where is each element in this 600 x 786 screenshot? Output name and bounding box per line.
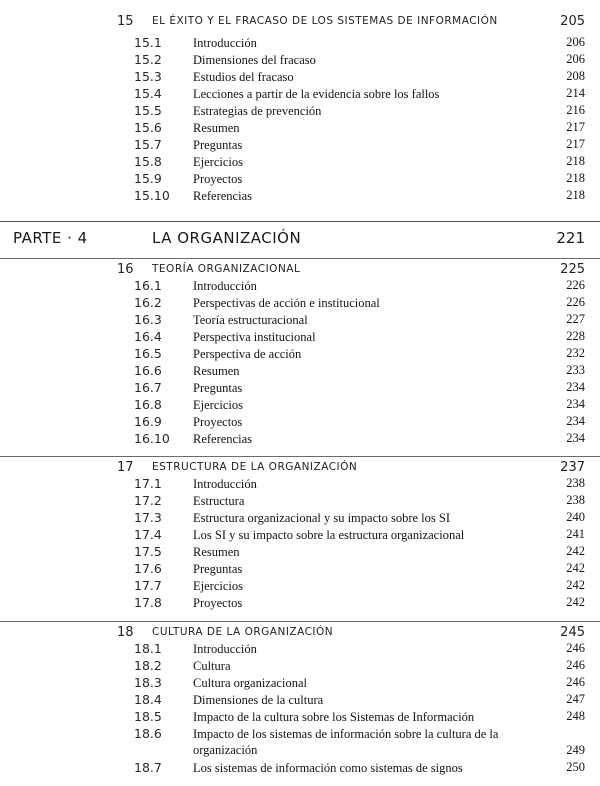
- section-number: 18.7: [134, 760, 162, 775]
- section-title: Estrategias de prevención: [193, 104, 322, 118]
- section-number: 16.10: [134, 431, 170, 446]
- chapter-title: TEORÍA ORGANIZACIONAL: [152, 263, 301, 275]
- toc-entry: [0, 414, 600, 431]
- toc-entry: [0, 171, 600, 188]
- section-page: 250: [566, 760, 585, 774]
- section-title: Ejercicios: [193, 579, 243, 593]
- section-title: Estructura organizacional y su impacto sobre los SI: [193, 511, 450, 525]
- chapter-title: EL ÉXITO Y EL FRACASO DE LOS SISTEMAS DE INFORMACIÓN: [152, 15, 498, 27]
- section-number: 18.1: [134, 641, 162, 656]
- section-page: 242: [566, 578, 585, 592]
- section-title: Resumen: [193, 364, 240, 378]
- section-page: 242: [566, 544, 585, 558]
- chapter-page: 237: [560, 460, 585, 475]
- section-page: 228: [566, 329, 585, 343]
- section-title: Ejercicios: [193, 398, 243, 412]
- toc-entry: [0, 709, 600, 726]
- chapter-page: 245: [560, 625, 585, 640]
- section-title: Los SI y su impacto sobre la estructura organizacional: [193, 528, 465, 542]
- toc-entry: [0, 578, 600, 595]
- section-title: Preguntas: [193, 138, 243, 152]
- section-number: 17.5: [134, 544, 162, 559]
- section-title: Introducción: [193, 642, 257, 656]
- chapter-page: 205: [560, 14, 585, 29]
- section-number: 16.5: [134, 346, 162, 361]
- section-page: 234: [566, 397, 585, 411]
- section-number: 16.8: [134, 397, 162, 412]
- toc-entry: [0, 346, 600, 363]
- toc-entry: [0, 363, 600, 380]
- section-number: 17.1: [134, 476, 162, 491]
- toc-entry: [0, 295, 600, 312]
- section-page: 238: [566, 493, 585, 507]
- toc-entry: [0, 120, 600, 137]
- toc-entry: [0, 69, 600, 86]
- toc-entry: [0, 397, 600, 414]
- chapter-number: 16: [117, 262, 134, 277]
- toc-entry: [0, 527, 600, 544]
- toc-entry: [0, 675, 600, 692]
- section-title: Introducción: [193, 279, 257, 293]
- section-title: Teoría estructuracional: [193, 313, 308, 327]
- toc-entry: [0, 493, 600, 510]
- toc-entry: [0, 595, 600, 612]
- section-title: Impacto de los sistemas de información sobre la cultura de la organización: [193, 727, 499, 757]
- part-title: LA ORGANIZACIÓN: [152, 229, 302, 247]
- section-number: 18.3: [134, 675, 162, 690]
- chapter-page: 225: [560, 262, 585, 277]
- chapter-number: 15: [117, 14, 134, 29]
- section-number: 15.10: [134, 188, 170, 203]
- section-title: Perspectiva institucional: [193, 330, 316, 344]
- toc-entry: [0, 760, 600, 777]
- section-page: 241: [566, 527, 585, 541]
- part-label: PARTE · 4: [13, 229, 88, 247]
- section-page: 233: [566, 363, 585, 377]
- part-page: 221: [556, 229, 585, 247]
- section-page: 242: [566, 561, 585, 575]
- toc-entry: [0, 431, 600, 448]
- section-title: Lecciones a partir de la evidencia sobre los fallos: [193, 87, 440, 101]
- section-number: 16.7: [134, 380, 162, 395]
- section-title: Proyectos: [193, 596, 243, 610]
- toc-entry: [0, 641, 600, 658]
- section-page: 217: [566, 120, 585, 134]
- section-page: 218: [566, 171, 585, 185]
- toc-entry: [0, 329, 600, 346]
- section-page: 238: [566, 476, 585, 490]
- chapter-18-heading: [0, 621, 600, 640]
- section-page: 249: [566, 743, 585, 757]
- section-page: 206: [566, 35, 585, 49]
- section-page: 247: [566, 692, 585, 706]
- section-number: 17.8: [134, 595, 162, 610]
- section-number: 15.7: [134, 137, 162, 152]
- section-number: 17.6: [134, 561, 162, 576]
- chapter-number: 17: [117, 460, 134, 475]
- section-page: 216: [566, 103, 585, 117]
- section-number: 18.4: [134, 692, 162, 707]
- section-title: Estructura: [193, 494, 245, 508]
- toc-entry: [0, 52, 600, 69]
- section-page: 246: [566, 641, 585, 655]
- section-title: Introducción: [193, 36, 257, 50]
- section-title: Introducción: [193, 477, 257, 491]
- toc-entry: [0, 35, 600, 52]
- toc-entry: [0, 692, 600, 709]
- section-title: Estudios del fracaso: [193, 70, 294, 84]
- section-page: 234: [566, 431, 585, 445]
- section-title: Perspectivas de acción e institucional: [193, 296, 380, 310]
- section-number: 15.1: [134, 35, 162, 50]
- section-page: 234: [566, 414, 585, 428]
- section-page: 240: [566, 510, 585, 524]
- section-title: Ejercicios: [193, 155, 243, 169]
- chapter-title: ESTRUCTURA DE LA ORGANIZACIÓN: [152, 461, 358, 473]
- section-page: 206: [566, 52, 585, 66]
- section-title: Resumen: [193, 121, 240, 135]
- section-number: 15.2: [134, 52, 162, 67]
- toc-entry: [0, 154, 600, 171]
- section-page: 218: [566, 188, 585, 202]
- section-page: 226: [566, 278, 585, 292]
- section-title: Cultura: [193, 659, 231, 673]
- section-title: Resumen: [193, 545, 240, 559]
- toc-entry: [0, 188, 600, 205]
- section-title: Preguntas: [193, 562, 243, 576]
- section-page: 214: [566, 86, 585, 100]
- section-number: 16.1: [134, 278, 162, 293]
- section-number: 18.6: [134, 726, 162, 741]
- section-number: 16.6: [134, 363, 162, 378]
- section-title: Impacto de la cultura sobre los Sistemas de Información: [193, 710, 475, 724]
- toc-entry: [0, 544, 600, 561]
- section-title: Preguntas: [193, 381, 243, 395]
- section-number: 17.2: [134, 493, 162, 508]
- section-title: Referencias: [193, 432, 252, 446]
- section-page: 226: [566, 295, 585, 309]
- toc-entry: [0, 312, 600, 329]
- toc-entry: [0, 380, 600, 397]
- section-page: 227: [566, 312, 585, 326]
- section-page: 208: [566, 69, 585, 83]
- section-title: Dimensiones del fracaso: [193, 53, 316, 67]
- section-number: 18.5: [134, 709, 162, 724]
- section-title: Los sistemas de información como sistemas de signos: [193, 761, 463, 775]
- section-title: Dimensiones de la cultura: [193, 693, 324, 707]
- section-number: 16.3: [134, 312, 162, 327]
- toc-entry: [0, 103, 600, 120]
- section-page: 242: [566, 595, 585, 609]
- toc-entry: [0, 726, 600, 760]
- chapter-number: 18: [117, 625, 134, 640]
- section-number: 15.6: [134, 120, 162, 135]
- section-page: 248: [566, 709, 585, 723]
- section-page: 234: [566, 380, 585, 394]
- toc-entry: [0, 278, 600, 295]
- toc-entry: [0, 86, 600, 103]
- toc-entry: [0, 658, 600, 675]
- section-number: 17.7: [134, 578, 162, 593]
- toc-entry: [0, 476, 600, 493]
- section-number: 15.3: [134, 69, 162, 84]
- section-page: 217: [566, 137, 585, 151]
- chapter-title: CULTURA DE LA ORGANIZACIÓN: [152, 626, 334, 638]
- section-number: 15.5: [134, 103, 162, 118]
- section-page: 232: [566, 346, 585, 360]
- toc-entry: [0, 561, 600, 578]
- section-title: Proyectos: [193, 415, 243, 429]
- part-heading: [0, 221, 600, 258]
- section-number: 16.4: [134, 329, 162, 344]
- section-title: Perspectiva de acción: [193, 347, 302, 361]
- section-page: 218: [566, 154, 585, 168]
- section-title: Referencias: [193, 189, 252, 203]
- section-number: 17.3: [134, 510, 162, 525]
- section-number: 16.2: [134, 295, 162, 310]
- section-number: 17.4: [134, 527, 162, 542]
- chapter-17-heading: [0, 456, 600, 475]
- section-page: 246: [566, 658, 585, 672]
- section-number: 15.8: [134, 154, 162, 169]
- chapter-15-heading: [0, 13, 600, 31]
- section-number: 15.4: [134, 86, 162, 101]
- chapter-16-heading: [0, 258, 600, 277]
- section-number: 16.9: [134, 414, 162, 429]
- section-title: Proyectos: [193, 172, 243, 186]
- section-number: 18.2: [134, 658, 162, 673]
- toc-entry: [0, 510, 600, 527]
- section-title: Cultura organizacional: [193, 676, 307, 690]
- section-number: 15.9: [134, 171, 162, 186]
- section-page: 246: [566, 675, 585, 689]
- toc-entry: [0, 137, 600, 154]
